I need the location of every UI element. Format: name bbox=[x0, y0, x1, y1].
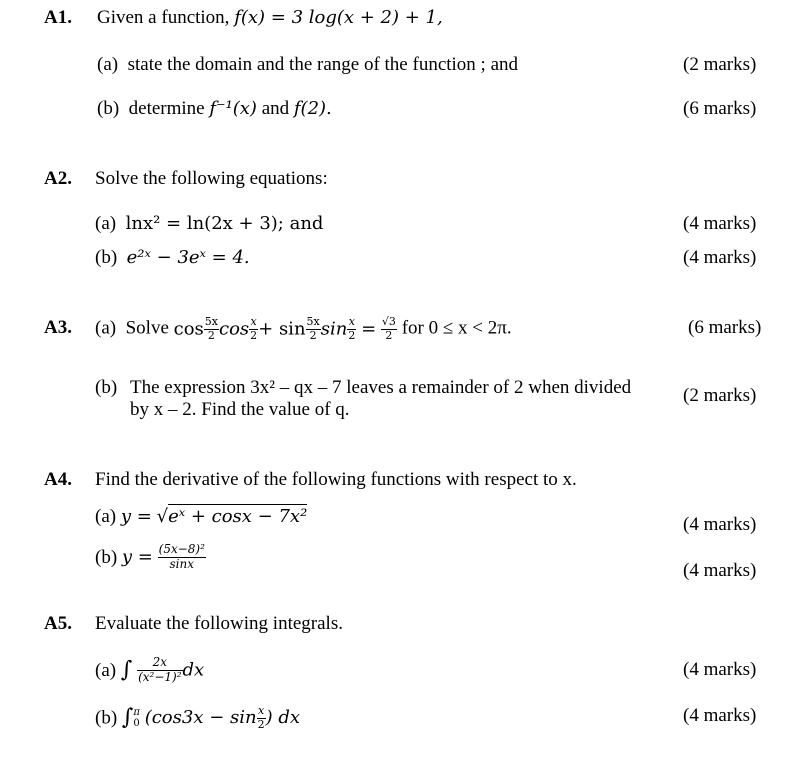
a3-b-marks: (2 marks) bbox=[683, 385, 757, 406]
a3-a-equals: = bbox=[361, 318, 377, 340]
denominator: sinx bbox=[169, 556, 195, 571]
numerator: 2x bbox=[137, 656, 182, 671]
a1-part-b bbox=[97, 99, 332, 118]
fraction-x-over-2 bbox=[249, 316, 258, 342]
a4-b-lhs: y = bbox=[121, 546, 153, 568]
question-number-a5: A5. bbox=[44, 613, 72, 634]
denominator: 2 bbox=[207, 328, 215, 342]
a5-b-body-right: ) dx bbox=[265, 707, 301, 729]
fraction-5x-over-2 bbox=[204, 316, 219, 342]
part-label: (a) bbox=[95, 506, 117, 527]
part-label: (a) bbox=[95, 659, 117, 681]
a4-a-lhs: y = bbox=[120, 506, 152, 527]
denominator: 2 bbox=[250, 328, 258, 342]
a5-part-a bbox=[95, 656, 204, 685]
fraction-derivative-b bbox=[158, 543, 206, 572]
part-label: (a) bbox=[95, 317, 117, 339]
a1-b-inverse: f⁻¹(x) bbox=[209, 98, 257, 119]
denominator: 2 bbox=[309, 328, 317, 342]
a5-b-body-left: (cos3x − sin bbox=[144, 707, 257, 729]
a2-b-marks: (4 marks) bbox=[683, 247, 757, 268]
a3-b-line1: The expression 3x² – qx – 7 leaves a remainder of 2 when divided bbox=[130, 377, 632, 398]
a2-part-b bbox=[95, 248, 250, 267]
a1-b-and: and bbox=[261, 98, 290, 119]
question-number-a2: A2. bbox=[44, 168, 72, 189]
denominator: (x²−1)² bbox=[138, 669, 182, 684]
a1-stem bbox=[97, 8, 443, 27]
a3-a-cos-italic: cos bbox=[218, 318, 250, 340]
fraction-x-over-2 bbox=[257, 705, 266, 731]
a1-b-f2: f(2). bbox=[293, 98, 332, 119]
numerator: x bbox=[348, 315, 355, 328]
a1-stem-text: Given a function, bbox=[97, 7, 230, 28]
a1-function: f(x) = 3 log(x + 2) + 1, bbox=[234, 7, 443, 28]
a3-a-marks: (6 marks) bbox=[688, 317, 762, 338]
a1-a-text: state the domain and the range of the function ; and bbox=[127, 54, 519, 75]
question-number-a1: A1. bbox=[44, 7, 72, 28]
part-label: (a) bbox=[97, 54, 119, 75]
part-label: (b) bbox=[95, 247, 118, 268]
a4-a-radicand: eˣ + cosx − 7x² bbox=[168, 506, 308, 527]
integral-limits bbox=[133, 707, 140, 729]
a5-part-b bbox=[95, 705, 300, 731]
upper-limit: π bbox=[133, 707, 140, 719]
part-label: (b) bbox=[97, 98, 120, 119]
numerator: (5x−8)² bbox=[158, 542, 205, 556]
a3-a-plus-sin: + sin bbox=[258, 318, 306, 340]
part-label: (b) bbox=[95, 546, 118, 568]
integral-icon: ∫ bbox=[120, 657, 133, 683]
denominator: 2 bbox=[385, 328, 393, 342]
a3-a-cos: cos bbox=[173, 318, 204, 340]
a4-stem: Find the derivative of the following functions with respect to x. bbox=[95, 469, 577, 490]
a2-a-equation: lnx² = ln(2x + 3); and bbox=[125, 213, 324, 234]
a3-part-b-label: (b) bbox=[95, 377, 118, 398]
fraction-sqrt3-over-2 bbox=[381, 316, 397, 342]
a5-stem: Evaluate the following integrals. bbox=[95, 613, 343, 634]
a3-b-line2: by x – 2. Find the value of q. bbox=[130, 399, 350, 420]
a4-part-b bbox=[95, 543, 206, 572]
a2-b-equation: e²ˣ − 3eˣ = 4. bbox=[126, 247, 250, 268]
fraction-5x-over-2 bbox=[306, 316, 321, 342]
fraction-integrand-a bbox=[137, 656, 182, 685]
a1-part-a bbox=[97, 55, 518, 74]
a4-part-a bbox=[95, 507, 307, 526]
numerator: 5x bbox=[306, 315, 320, 328]
numerator: x bbox=[250, 315, 257, 328]
integral-icon: ∫ bbox=[121, 705, 134, 731]
a1-b-marks: (6 marks) bbox=[683, 98, 757, 119]
question-number-a4: A4. bbox=[44, 469, 72, 490]
a5-a-dx: dx bbox=[182, 659, 205, 681]
a2-stem: Solve the following equations: bbox=[95, 168, 328, 189]
a4-a-marks: (4 marks) bbox=[683, 514, 757, 535]
a5-a-marks: (4 marks) bbox=[683, 659, 757, 680]
part-label: (a) bbox=[95, 213, 117, 234]
a3-part-a bbox=[95, 316, 512, 342]
question-number-a3: A3. bbox=[44, 317, 72, 338]
a3-a-solve: Solve bbox=[125, 317, 169, 339]
a2-a-marks: (4 marks) bbox=[683, 213, 757, 234]
a3-a-sin-italic: sin bbox=[320, 318, 348, 340]
a3-a-range: for 0 ≤ x < 2π. bbox=[401, 317, 512, 339]
a5-b-marks: (4 marks) bbox=[683, 705, 757, 726]
part-label: (b) bbox=[95, 707, 118, 729]
sqrt-icon: √ bbox=[156, 506, 169, 527]
a4-b-marks: (4 marks) bbox=[683, 560, 757, 581]
numerator: √3 bbox=[381, 315, 396, 328]
a2-part-a bbox=[95, 214, 323, 233]
lower-limit: 0 bbox=[133, 718, 140, 730]
numerator: 5x bbox=[204, 315, 218, 328]
numerator: x bbox=[258, 704, 265, 717]
denominator: 2 bbox=[257, 717, 265, 731]
a1-a-marks: (2 marks) bbox=[683, 54, 757, 75]
a1-b-text: determine bbox=[128, 98, 205, 119]
fraction-x-over-2 bbox=[347, 316, 356, 342]
denominator: 2 bbox=[348, 328, 356, 342]
